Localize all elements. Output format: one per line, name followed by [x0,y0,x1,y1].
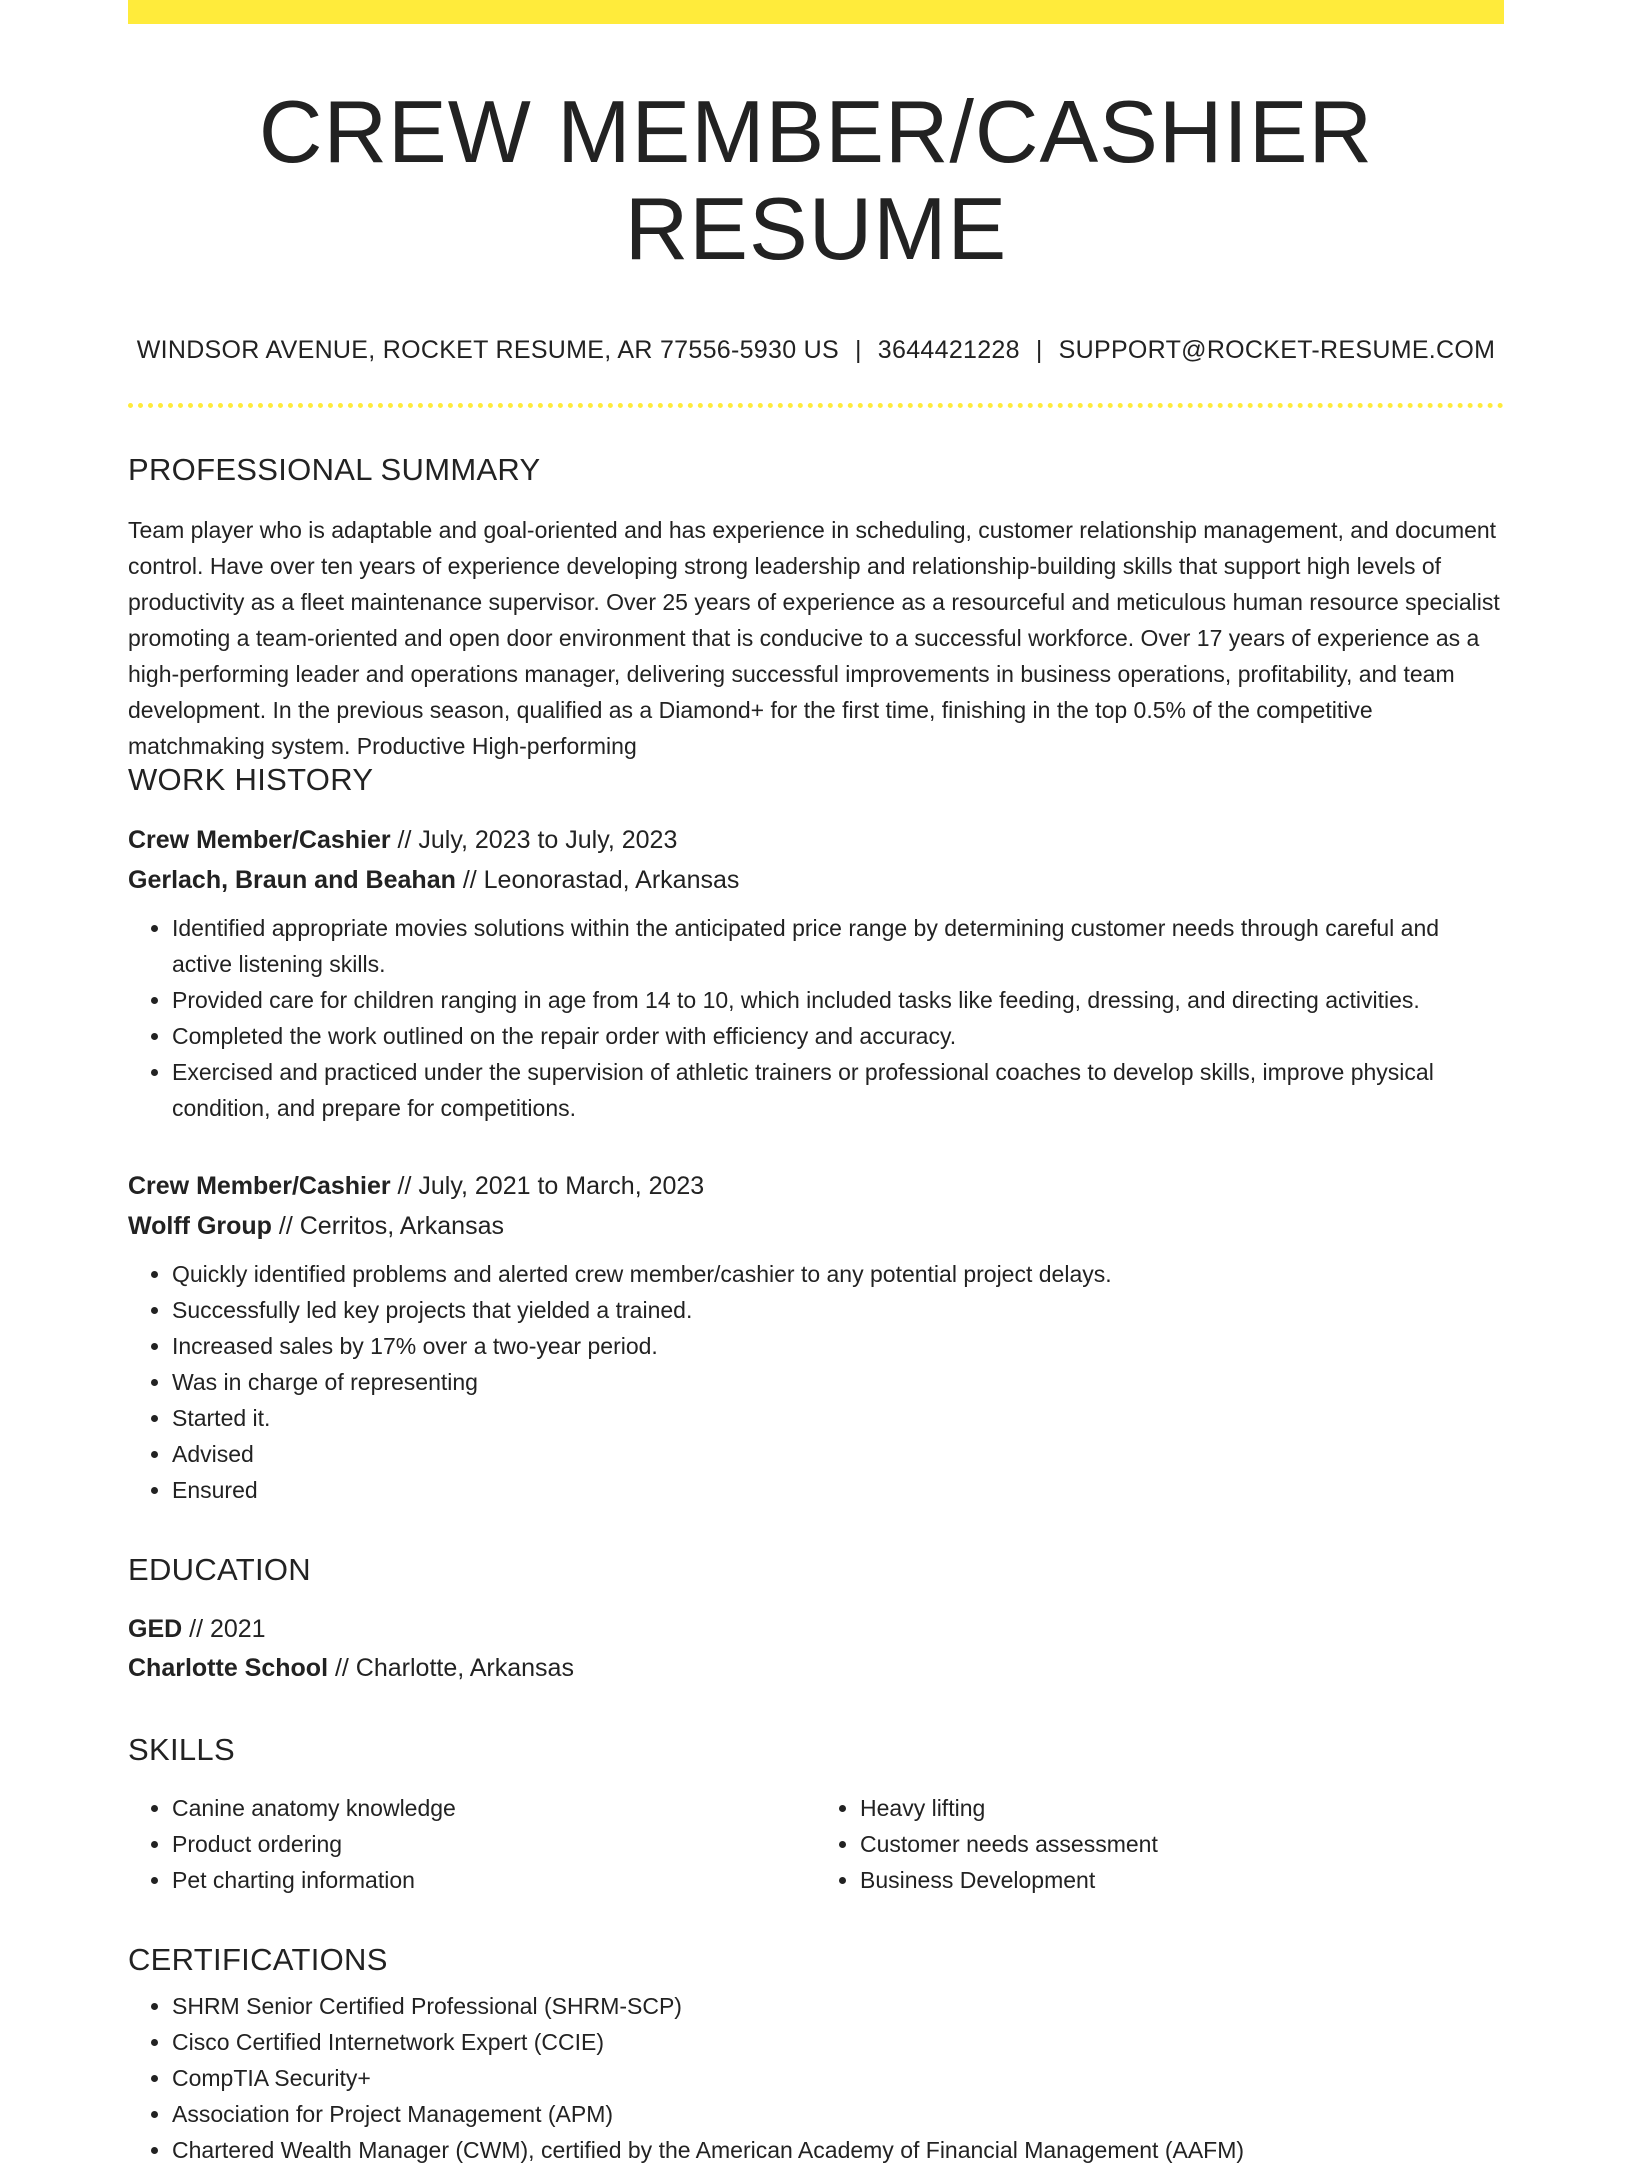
resume-title: CREW MEMBER/CASHIER RESUME [258,82,1374,278]
list-item: • Exercised and practiced under the supervision of athletic trainers or professional coaches to develop skills, improve physical condition, and prepare for competitions. [172,1054,1504,1126]
skills-column-left [128,1790,816,1898]
list-item: • Customer needs assessment [860,1826,1504,1862]
section-heading-certifications: CERTIFICATIONS [128,1941,388,1977]
job-bullets [128,910,1504,1126]
education-entry [128,1610,1504,1688]
job-entry [128,1166,1504,1508]
list-item: • Increased sales by 17% over a two-year period. [172,1328,1504,1364]
job-title: Crew Member/Cashier [128,1171,391,1200]
degree-year: // 2021 [182,1614,266,1643]
company-name: Gerlach, Braun and Beahan [128,865,456,894]
list-item: • Completed the work outlined on the repair order with efficiency and accuracy. [172,1018,1504,1054]
section-heading-skills: SKILLS [128,1731,235,1767]
list-item: • Product ordering [172,1826,816,1862]
dotted-divider [128,403,1504,408]
list-item: • Quickly identified problems and alerted crew member/cashier to any potential project delays. [172,1256,1504,1292]
list-item: • Pet charting information [172,1862,816,1898]
list-item: • Was in charge of representing [172,1364,1504,1400]
job-title-line [128,820,1504,860]
certifications-list [128,1988,1504,2168]
address: WINDSOR AVENUE, ROCKET RESUME, AR 77556-5930 US [136,335,839,364]
degree: GED [128,1614,183,1643]
top-accent-bar [128,0,1504,24]
list-item: • Business Development [860,1862,1504,1898]
skills-grid [128,1790,1504,1898]
job-company-line [128,1206,1504,1246]
job-title-line [128,1166,1504,1206]
contact-line [128,336,1504,365]
list-item: • Advised [172,1436,1504,1472]
list-item: • Chartered Wealth Manager (CWM), certified by the American Academy of Financial Management (AAFM) [172,2132,1504,2168]
list-item: • Provided care for children ranging in age from 14 to 10, which included tasks like feeding, dressing, and directing activities. [172,982,1504,1018]
separator: | [855,335,862,364]
list-item: • Canine anatomy knowledge [172,1790,816,1826]
school-location: // Charlotte, Arkansas [328,1653,574,1682]
job-company-line [128,860,1504,900]
resume-page [128,0,1504,2168]
list-item: • Identified appropriate movies solutions within the anticipated price range by determining customer needs through careful and active listening skills. [172,910,1504,982]
school-name: Charlotte School [128,1653,329,1682]
job-dates: // July, 2023 to July, 2023 [390,825,678,854]
school-line [128,1649,1504,1688]
email[interactable]: SUPPORT@ROCKET-RESUME.COM [1058,335,1496,364]
job-dates: // July, 2021 to March, 2023 [390,1171,705,1200]
job-entry [128,820,1504,1126]
job-bullets [128,1256,1504,1508]
summary-text: Team player who is adaptable and goal-oriented and has experience in scheduling, customer relationship management, and document control. Have over ten years of experience developing strong leadership and relationship-building skills that support high levels of productivity as a fleet maintenance supervisor. Over 25 years of experience as a resourceful and meticulous human resource specialist promoting a team-oriented and open door environment that is conducive to a successful workforce. Over 17 years of experience as a high-performing leader and operations manager, delivering successful improvements in business operations, profitability, and team development. In the previous season, qualified as a Diamond+ for the first time, finishing in the top 0.5% of the competitive matchmaking system. Productive High-performing [128,516,1500,759]
phone[interactable]: 3644421228 [877,335,1020,364]
company-location: // Leonorastad, Arkansas [455,865,740,894]
list-item: • CompTIA Security+ [172,2060,1504,2096]
skills-column-right [816,1790,1504,1898]
company-name: Wolff Group [128,1211,272,1240]
section-heading-work-history: WORK HISTORY [128,761,374,797]
list-item: • SHRM Senior Certified Professional (SHRM-SCP) [172,1988,1504,2024]
list-item: • Cisco Certified Internetwork Expert (CCIE) [172,2024,1504,2060]
job-title: Crew Member/Cashier [128,825,391,854]
separator: | [1035,335,1043,364]
company-location: // Cerritos, Arkansas [271,1211,504,1240]
list-item: • Heavy lifting [860,1790,1504,1826]
list-item: • Ensured [172,1472,1504,1508]
section-heading-education: EDUCATION [128,1551,311,1587]
list-item: • Successfully led key projects that yielded a trained. [172,1292,1504,1328]
list-item: • Started it. [172,1400,1504,1436]
list-item: • Association for Project Management (APM) [172,2096,1504,2132]
section-heading-summary: PROFESSIONAL SUMMARY [128,451,541,487]
degree-line [128,1610,1504,1649]
